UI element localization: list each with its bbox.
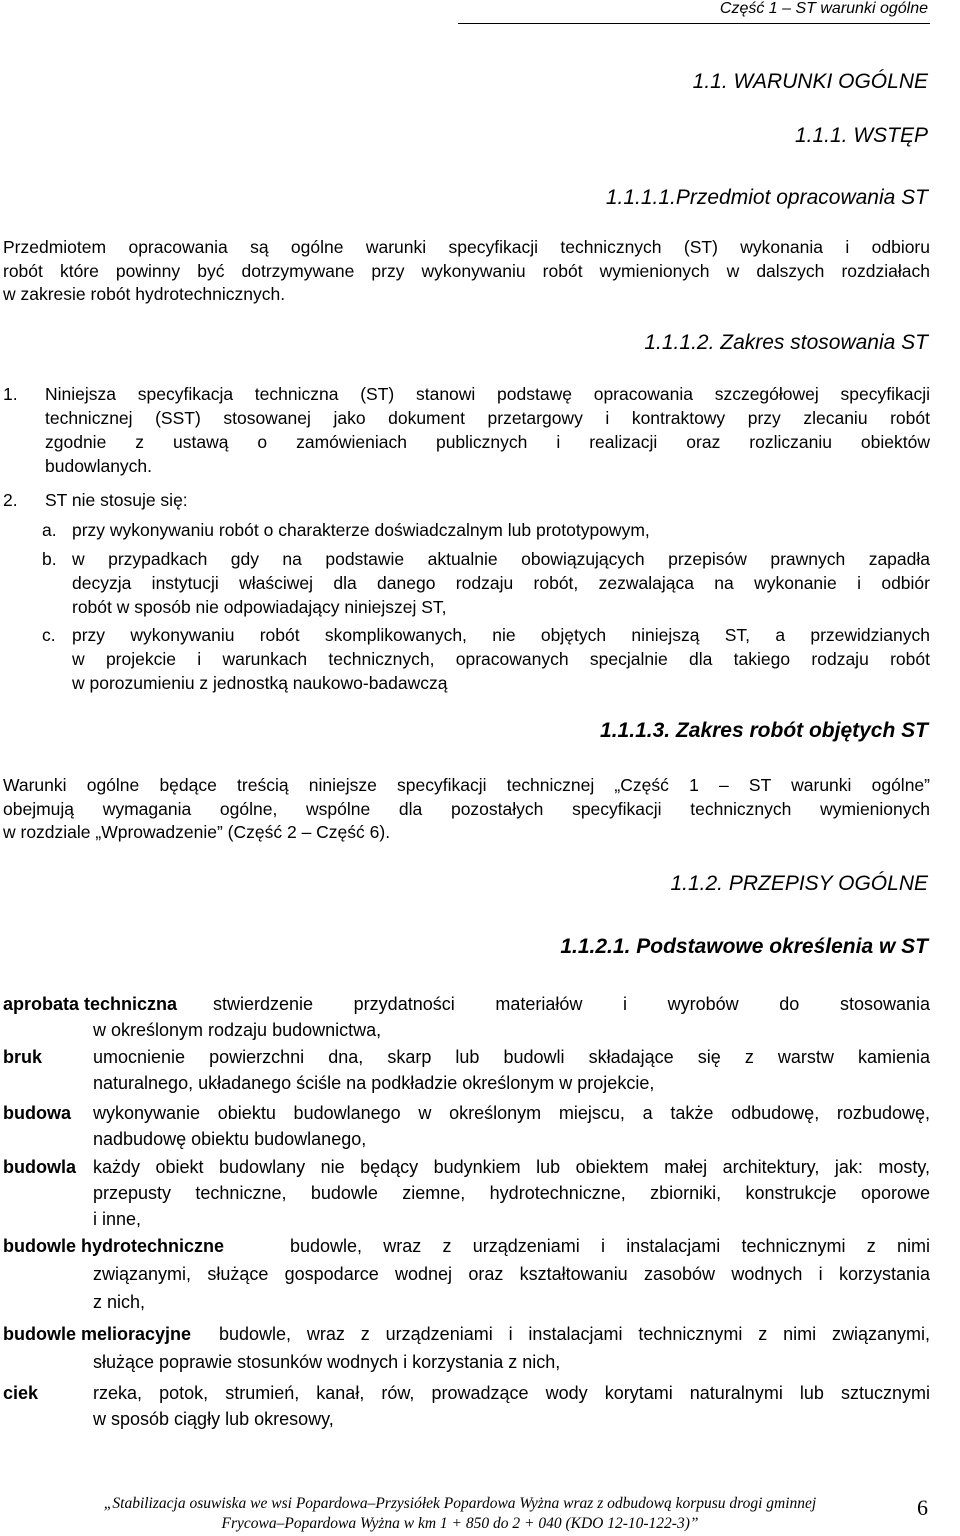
subitem-letter: c. — [42, 625, 56, 645]
footer-line: Frycowa–Popardowa Wyżna w km 1 + 850 do 2 + 040 (KDO 12-10-122-3)” — [221, 1515, 699, 1532]
definition-line: wykonywanie obiektu budowlanego w określonym miejscu, a także odbudowę, rozbudowę, — [93, 1103, 930, 1123]
running-header: Część 1 – ST warunki ogólne — [719, 0, 928, 17]
heading-zakres-robot: 1.1.1.3. Zakres robót objętych ST — [600, 719, 928, 742]
definition-line: każdy obiekt budowlany nie będący budynkiem lub obiektem małej architektury, jak: mosty, — [93, 1157, 930, 1177]
item-number: 2. — [3, 490, 18, 510]
footer-line: „Stabilizacja osuwiska we wsi Popardowa–Przysiółek Popardowa Wyżna wraz z odbudową korpusu drogi gminnej — [103, 1495, 817, 1512]
paragraph-line: robót które powinny być dotrzymywane przy wykonywaniu robót wymienionych w dalszych rozdziałach — [3, 260, 930, 281]
heading-przedmiot-opracowania: 1.1.1.1.Przedmiot opracowania ST — [605, 186, 928, 209]
heading-warunki-ogolne: 1.1. WARUNKI OGÓLNE — [692, 70, 928, 93]
subitem-line: robót w sposób nie odpowiadający niniejszej ST, — [72, 597, 447, 617]
heading-podstawowe-okreslenia: 1.1.2.1. Podstawowe określenia w ST — [560, 935, 928, 958]
definition-term: budowa — [3, 1103, 71, 1123]
scope-works-paragraph — [3, 774, 930, 845]
item-line: technicznej (SST) stosowanej jako dokument przetargowy i kontraktowy przy zlecaniu robót — [45, 408, 930, 428]
definition-line: naturalnego, układanego ściśle na podkładzie określonym w projekcie, — [93, 1073, 655, 1093]
item-number: 1. — [3, 384, 18, 404]
paragraph-line: Przedmiotem opracowania są ogólne warunki specyfikacji technicznych (ST) wykonania i odbioru — [3, 237, 930, 257]
definition-line: w sposób ciągły lub okresowy, — [93, 1409, 334, 1429]
definition-aprobata — [3, 991, 930, 1043]
definition-line: w określonym rodzaju budownictwa, — [93, 1020, 382, 1040]
heading-wstep: 1.1.1. WSTĘP — [794, 124, 928, 147]
definition-term: ciek — [3, 1383, 39, 1403]
subitem-line: przy wykonywaniu robót skomplikowanych, nie objętych niniejszą ST, a przewidzianych — [72, 625, 930, 645]
definition-line: przepusty techniczne, budowle ziemne, hydrotechniczne, zbiorniki, konstrukcje oporowe — [93, 1183, 930, 1203]
definition-term: bruk — [3, 1047, 43, 1067]
definition-line: służące poprawie stosunków wodnych i korzystania z nich, — [93, 1352, 561, 1372]
subitem-letter: a. — [42, 520, 57, 540]
definition-line: stwierdzenie przydatności materiałów i wyrobów do stosowania — [213, 994, 930, 1014]
subitem-letter: b. — [42, 549, 57, 569]
item-line: Niniejsza specyfikacja techniczna (ST) stanowi podstawę opracowania szczegółowej specyfikacji — [45, 384, 930, 404]
definition-line: z nich, — [93, 1292, 146, 1312]
definition-budowa — [3, 1100, 930, 1152]
definition-line: nadbudowę obiektu budowlanego, — [93, 1129, 367, 1149]
scope-item-1 — [3, 382, 930, 478]
definition-line: i inne, — [93, 1209, 142, 1229]
definition-line: związanymi, służące gospodarce wodnej oraz kształtowaniu zasobów wodnych i korzystania — [93, 1264, 930, 1284]
definition-term: budowle hydrotechniczne — [3, 1236, 225, 1256]
definition-term: budowla — [3, 1157, 76, 1177]
page-number: 6 — [917, 1495, 928, 1520]
definition-budowle-melioracyjne — [3, 1320, 930, 1376]
definition-budowla — [3, 1154, 930, 1232]
subitem-line: w porozumieniu z jednostką naukowo-badawczą — [72, 673, 448, 693]
definition-term: budowle melioracyjne — [3, 1324, 192, 1344]
definition-term: aprobata techniczna — [3, 994, 178, 1014]
subitem-line: w projekcie i warunkach technicznych, opracowanych specjalnie dla takiego rodzaju robót — [72, 649, 930, 669]
definition-budowle-hydrotechniczne — [3, 1232, 930, 1316]
item-text: ST nie stosuje się: — [45, 490, 188, 510]
page-footer — [60, 1494, 860, 1534]
scope-subitem-c — [42, 623, 930, 695]
heading-zakres-stosowania: 1.1.1.2. Zakres stosowania ST — [644, 331, 928, 354]
definition-line: budowle, wraz z urządzeniami i instalacjami technicznymi z nimi — [290, 1236, 930, 1256]
scope-subitem-a — [42, 518, 930, 542]
subitem-line: w przypadkach gdy na podstawie aktualnie obowiązujących przepisów prawnych zapadła — [72, 549, 930, 569]
subitem-line: przy wykonywaniu robót o charakterze doświadczalnym lub prototypowym, — [72, 520, 650, 540]
subitem-line: decyzja instytucji właściwej dla danego rodzaju robót, zezwalająca na wykonanie i odbiór — [72, 573, 930, 593]
paragraph-line: obejmują wymagania ogólne, wspólne dla pozostałych specyfikacji technicznych wymienionych — [3, 798, 930, 819]
item-line: zgodnie z ustawą o zamówieniach publicznych i realizacji oraz rozliczaniu obiektów — [45, 432, 930, 452]
definition-line: budowle, wraz z urządzeniami i instalacjami technicznymi z nimi związanymi, — [219, 1324, 930, 1344]
header-rule — [458, 23, 930, 24]
paragraph-line: Warunki ogólne będące treścią niniejsze specyfikacji technicznej „Część 1 – ST warunki ogólne” — [3, 775, 930, 795]
definition-line: umocnienie powierzchni dna, skarp lub budowli składające się z warstw kamienia — [93, 1047, 930, 1067]
item-line: budowlanych. — [45, 456, 153, 476]
definition-line: rzeka, potok, strumień, kanał, rów, prowadzące wody korytami naturalnymi lub sztucznymi — [93, 1383, 930, 1403]
scope-item-2 — [3, 488, 930, 512]
paragraph-line: w zakresie robót hydrotechnicznych. — [3, 284, 286, 304]
definition-bruk — [3, 1044, 930, 1096]
scope-subitem-b — [42, 547, 930, 619]
definition-ciek — [3, 1380, 930, 1432]
intro-paragraph — [3, 236, 930, 307]
paragraph-line: w rozdziale „Wprowadzenie” (Część 2 – Część 6). — [3, 822, 391, 842]
heading-przepisy-ogolne: 1.1.2. PRZEPISY OGÓLNE — [670, 872, 928, 895]
